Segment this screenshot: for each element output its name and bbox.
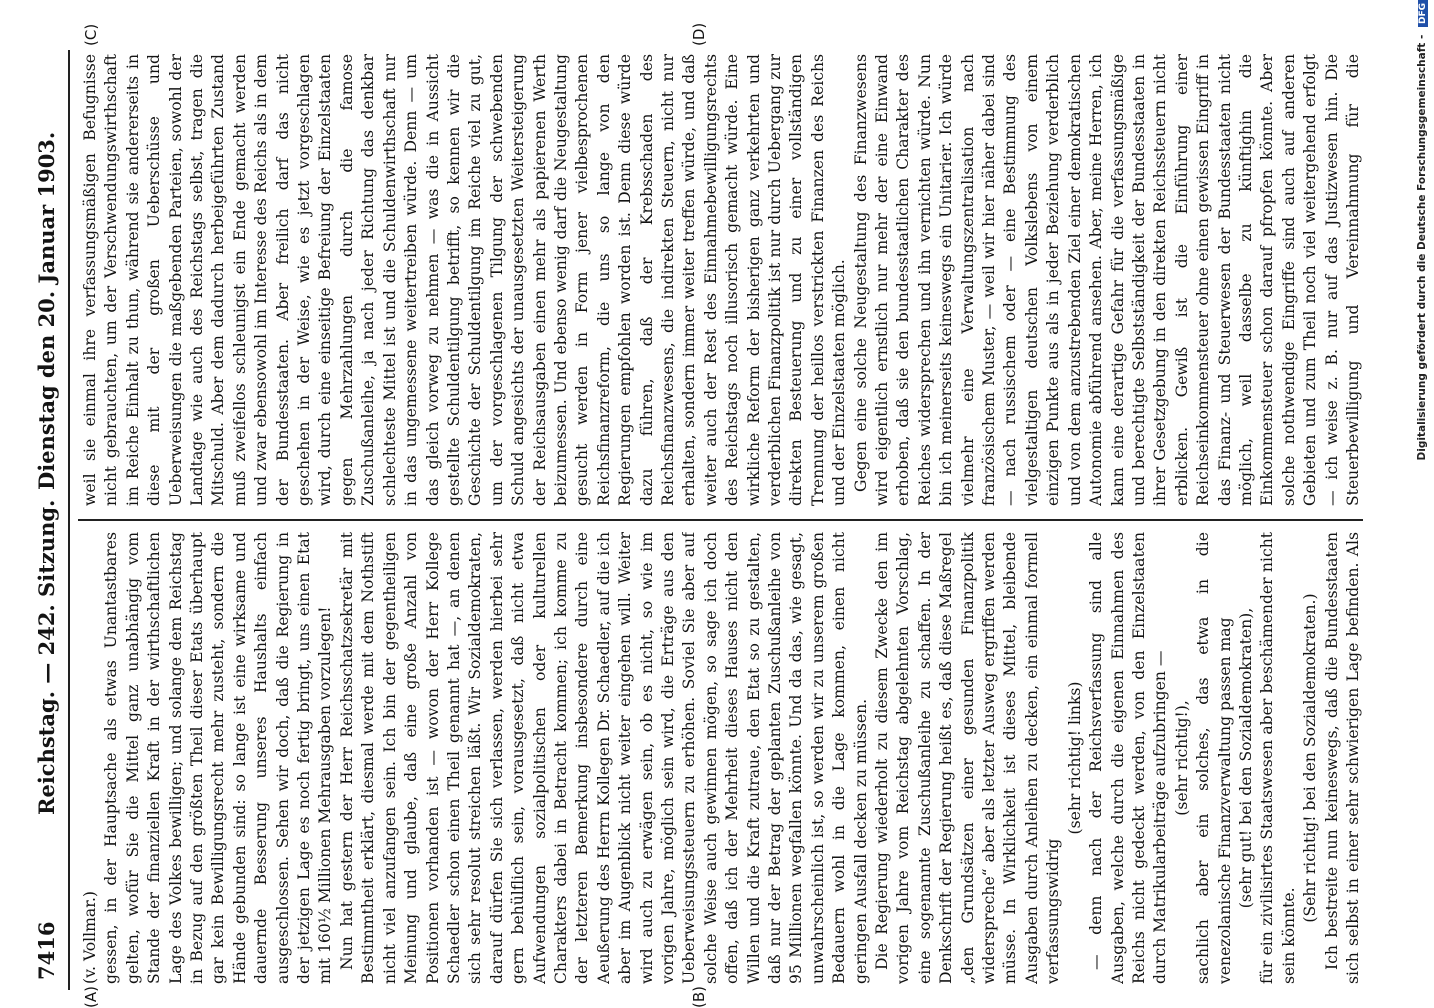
interjection: (Sehr richtig! bei den Sozialdemokraten.) (1301, 593, 1320, 923)
paragraph: weil sie einmal ihre verfassungsmäßigen Befugnisse nicht gebrauchten, um der Verschwendungswirthschaft im Reiche Einhalt zu thun, während sie andererseits in diese mit der großen Ueberschüsse und Ueberweisungen die maßgebenden Parteien, sowohl der Landtage wie auch des Reichstags selbst, tragen die Mitschuld. Aber dem dadurch herbeigeführten Zustand muß zweifellos schleunigst ein Ende gemacht werden und zwar ebensowohl im Interesse des Reichs als in dem der Bundesstaaten. Aber freilich darf das nicht geschehen in der Weise, wie es jetzt vorgeschlagen wird, durch eine einseitige Befreiung der Einzelstaaten gegen Mehrzahlungen durch die famose Zuschußanleihe, ja nach jeder Richtung das denkbar schlechteste Mittel ist und die Schuldenwirthschaft nur in das ungemessene weitertreiben würde. Denn — um das gleich vorweg zu nehmen — was die in Aussicht gestellte Schuldentilgung betrifft, so kennen wir die Geschichte der Schuldentilgung im Reiche viel zu gut, um der vorgeschlagenen Tilgung der schwebenden Schuld angesichts der unausgesetzten Weitersteigerung der Reichsausgaben einen mehr als papierenen Werth beizumessen. Und ebenso wenig darf die Neugestaltung gesucht werden in Form jener vielbesprochenen Reichsfinanzreform, die uns so lange von den Regierungen empfohlen worden ist. Denn diese würde dazu führen, daß der Krebsschaden des Reichsfinanzwesens, die indirekten Steuern, nicht nur erhalten, sondern immer weiter treffen würde, und daß weiter auch der Rest des Einnahmebewilligungsrechts des Reichstags noch illusorisch gemacht würde. Eine wirkliche Reform der bisherigen ganz verkehrten und verderblichen Finanzpolitik ist nur durch Uebergang zur direkten Besteuerung und zu einer vollständigen Trennung der heillos verstrickten Finanzen des Reichs und der Einzelstaaten möglich. (81, 54, 849, 506)
margin-mark-b: (B) (690, 986, 708, 1008)
document-page (30, 22, 1370, 1008)
interjection: (sehr gut! bei den Sozialdemokraten), (1236, 607, 1255, 909)
left-column (80, 532, 1365, 984)
paragraph: sachlich aber ein solches, das etwa in die venezolanische Finanzverwaltung passen mag (1194, 532, 1234, 984)
margin-mark-c: (C) (82, 23, 100, 46)
paragraph: Ich bestreite nun keineswegs, daß die Bundesstaaten sich selbst in einer sehr schwierigen Lage befinden. Als (1322, 532, 1362, 984)
page-header (30, 50, 66, 990)
paragraph: Gegen eine solche Neugestaltung des Finanzwesens wird eigentlich ernstlich nur mehr der eine Einwand erhoben, daß sie den bundesstaatlichen Charakter des Reiches widersprechen und ihn vernichten würde. Nun bin ich meinerseits keineswegs ein Unitarier. Ich würde vielmehr eine Verwaltungszentralisation nach französischem Muster, — weil wir hier näher dabei sind — nach russischem oder — eine Bestimmung des vielgestaltigen deutschen Volkslebens von einem einzigen Punkte aus als in jeder Beziehung verderblich und von dem anzustrebenden Ziel einer demokratischen Autonomie abführend ansehen. Aber, meine Herren, ich kann eine derartige Gefahr für die verfassungsmäßige und berechtigte Selbstständigkeit der Bundesstaaten in ihrer Gesetzgebung in den direkten Reichssteuern nicht erblicken. Gewiß ist die Einführung einer Reichseinkommensteuer ohne einen gewissen Eingriff in das Finanz- und Steuerwesen der Bundesstaaten nicht möglich, weil dasselbe zu künftighin die Einkommensteuer schon darauf pfropfen könnte. Aber solche nothwendige Eingriffe sind auch auf anderen Gebieten und zum Theil noch viel weitergehend erfolgt — ich weise z. B. nur auf das Justizwesen hin. Die Steuerbewilligung und Vereinnahmung für die (851, 54, 1362, 506)
margin-mark-d: (D) (690, 22, 708, 46)
digitization-credit (1416, 0, 1428, 990)
paragraph: — denn nach der Reichsverfassung sind alle Ausgaben, welche durch die eigenen Einnahmen des Reichs nicht gedeckt werden, von den Einzelstaaten durch Matrikularbeiträge aufzubringen — (1087, 532, 1170, 984)
paragraph: Nun hat gestern der Herr Reichsschatzsekretär mit Bestimmtheit erklärt, diesmal werde mit dem Nothstift nicht viel anzufangen sein. Ich bin der gegentheiligen Meinung und glaube, daß eine große Anzahl von Positionen vorhanden ist — wovon der Herr Kollege Schaedler schon einen Theil genannt hat —, an denen sich sehr resolut streichen läßt. Wir Sozialdemokraten, darauf dürfen Sie sich verlassen, werden hierbei sehr gern behülflich sein, vorausgesetzt, daß nicht etwa Aufwendungen sozialpolitischen oder kulturellen Charakters dabei in Betracht kommen; ich komme zu der letzteren Bemerkung insbesondere durch eine Aeußerung des Herrn Kollegen Dr. Schaedler, auf die ich aber im Augenblick nicht weiter eingehen will. Weiter wird auch zu erwägen sein, ob es nicht, so wie im vorigen Jahre, möglich sein wird, die Erträge aus den Ueberweisungssteuern zu erhöhen. Soviel Sie aber auf solche Weise auch gewinnen mögen, so sage ich doch offen, daß ich der Mehrheit dieses Hauses nicht den Willen und die Kraft zutraue, den Etat so zu gestalten, daß nur der Betrag der geplanten Zuschußanleihe von 95 Millionen wegfallen könnte. Und da das, wie gesagt, unwahrscheinlich ist, so werden wir zu unserem großen Bedauern wohl in die Lage kommen, einen nicht geringen Ausfall decken zu müssen. (337, 532, 870, 984)
dfg-logo: DFG (1418, 0, 1428, 27)
paragraph: Die Regierung wiederholt zu diesem Zwecke den im vorigen Jahre vom Reichstag abgelehnten Vorschlag, eine sogenannte Zuschußanleihe zu schaffen. In der Denkschrift der Regierung heißt es, daß diese Maßregel „den Grundsätzen einer gesunden Finanzpolitik widerspreche“ aber als letzter Ausweg ergriffen werden müsse. In Wirklichkeit ist dieses Mittel, bleibende Ausgaben durch Anleihen zu decken, ein einmal formell verfassungswidrig (873, 532, 1063, 984)
page-number: 7416 (34, 921, 59, 980)
session-title: Reichstag. — 242. Sitzung. (34, 499, 59, 815)
speaker-label: (v. Vollmar.) (81, 890, 99, 984)
session-date: Dienstag den 20. Januar 1903. (34, 131, 59, 490)
header-rule (68, 50, 70, 990)
interjection: (sehr richtig! links) (1065, 681, 1084, 835)
column-divider (78, 519, 1363, 521)
paragraph: gessen, in der Hauptsache als etwas Unantastbares gelten, wofür Sie die Mittel ganz unabhängig vom Stande der finanziellen Kraft in der wirthschaftlichen Lage des Volkes bewilligen; und solange dem Reichstag in Bezug auf den größten Theil dieser Etats überhaupt gar kein Bewilligungsrecht mehr zusteht, sondern die Hände gebunden sind: so lange ist eine wirksame und dauernde Besserung unseres Haushalts einfach ausgeschlossen. Sehen wir doch, daß die Regierung in der jetzigen Lage es noch fertig bringt, uns einen Etat mit 160½ Millionen Mehrausgaben vorzulegen! (102, 532, 335, 984)
interjection: (sehr richtig!), (1172, 700, 1191, 816)
paragraph: für ein zivilisirtes Staatswesen aber beschämender nicht sein könnte. (1258, 532, 1298, 984)
credit-text: Digitalisierung gefördert durch die Deutsche Forschungsgemeinschaft - (1416, 34, 1428, 461)
right-column (80, 54, 1365, 506)
margin-mark-a: (A) (82, 986, 100, 1008)
